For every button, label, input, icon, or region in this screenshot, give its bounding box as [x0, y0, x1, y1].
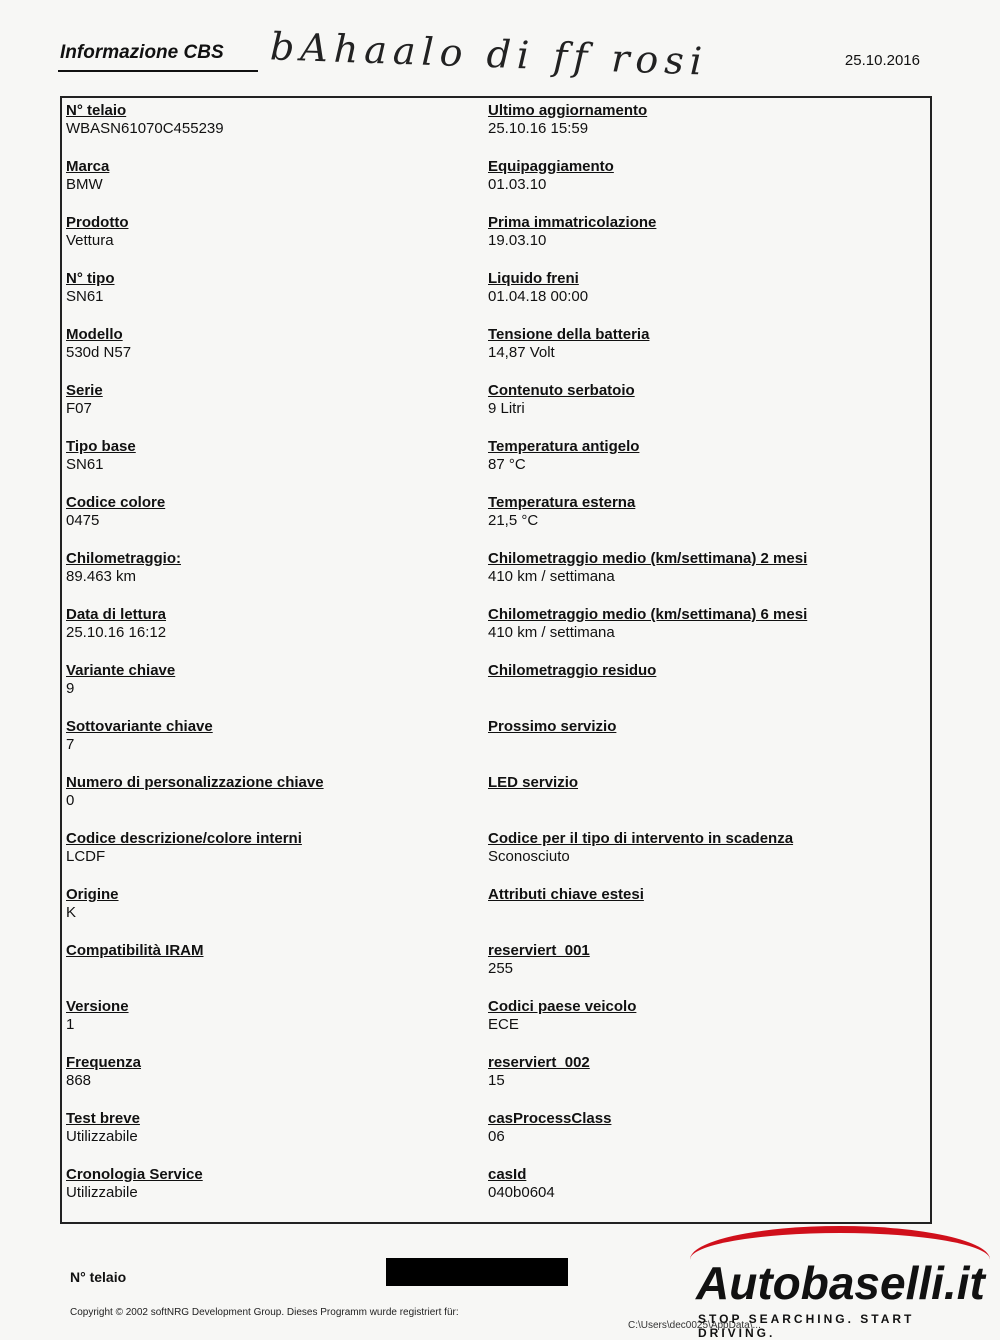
left-column: [66, 102, 486, 1222]
field-modello: [66, 326, 486, 382]
field-value: 040b0604: [488, 1184, 555, 1201]
field-value: 530d N57: [66, 344, 132, 361]
field-liquido-freni: [488, 270, 918, 326]
handwritten-note: bAhaalo di ff rosi: [269, 24, 709, 84]
field-codice-colore: [66, 494, 486, 550]
field-tipo-base: [66, 438, 486, 494]
field-reserviert-002: [488, 1054, 918, 1110]
field-label: Serie: [66, 382, 103, 399]
field-tensione-batteria: [488, 326, 918, 382]
field-value: 9: [66, 680, 75, 697]
field-chilometraggio-2-mesi: [488, 550, 918, 606]
field-value: 01.03.10: [488, 176, 547, 193]
field-prossimo-servizio: [488, 718, 918, 774]
field-ultimo-aggiornamento: [488, 102, 918, 158]
field-chilometraggio: [66, 550, 486, 606]
field-led-servizio: [488, 774, 918, 830]
field-label: Cronologia Service: [66, 1166, 203, 1183]
field-cas-id: [488, 1166, 918, 1222]
field-data-lettura: [66, 606, 486, 662]
field-codici-paese: [488, 998, 918, 1054]
field-value: Utilizzabile: [66, 1128, 138, 1145]
field-test-breve: [66, 1110, 486, 1166]
field-label: Liquido freni: [488, 270, 579, 287]
field-value: 25.10.16 16:12: [66, 624, 167, 641]
field-label: Chilometraggio medio (km/settimana) 6 mesi: [488, 606, 808, 623]
field-contenuto-serbatoio: [488, 382, 918, 438]
field-value: Sconosciuto: [488, 848, 570, 865]
field-value: 15: [488, 1072, 505, 1089]
field-value: LCDF: [66, 848, 106, 865]
footer-telaio-label: N° telaio: [70, 1269, 127, 1285]
field-label: Prossimo servizio: [488, 718, 617, 735]
field-marca: [66, 158, 486, 214]
field-tipo: [66, 270, 486, 326]
field-label: Versione: [66, 998, 129, 1015]
field-value: 255: [488, 960, 514, 977]
field-label: Chilometraggio residuo: [488, 662, 657, 679]
field-value: SN61: [66, 456, 104, 473]
logo-name: Autobaselli.it: [696, 1257, 985, 1309]
field-label: Modello: [66, 326, 123, 343]
field-chilometraggio-6-mesi: [488, 606, 918, 662]
right-column: [488, 102, 918, 1222]
field-label: casProcessClass: [488, 1110, 612, 1127]
field-label: N° telaio: [66, 102, 127, 119]
field-label: Codice descrizione/colore interni: [66, 830, 302, 847]
field-value: Vettura: [66, 232, 114, 249]
field-label: Attributi chiave estesi: [488, 886, 644, 903]
field-cas-process-class: [488, 1110, 918, 1166]
field-label: Origine: [66, 886, 119, 903]
field-label: Test breve: [66, 1110, 140, 1127]
field-value: SN61: [66, 288, 104, 305]
field-value: 25.10.16 15:59: [488, 120, 589, 137]
field-chilometraggio-residuo: [488, 662, 918, 718]
field-label: Frequenza: [66, 1054, 142, 1071]
field-label: Tensione della batteria: [488, 326, 650, 343]
field-value: 14,87 Volt: [488, 344, 555, 361]
field-label: Contenuto serbatoio: [488, 382, 635, 399]
field-origine: [66, 886, 486, 942]
field-temperatura-antigelo: [488, 438, 918, 494]
field-label: Chilometraggio:: [66, 550, 181, 567]
field-value: 89.463 km: [66, 568, 137, 585]
field-value: Utilizzabile: [66, 1184, 138, 1201]
field-label: LED servizio: [488, 774, 579, 791]
field-value: 0475: [66, 512, 100, 529]
field-label: Codice per il tipo di intervento in scadenza: [488, 830, 794, 847]
field-label: Marca: [66, 158, 110, 175]
field-label: Compatibilità IRAM: [66, 942, 204, 959]
field-label: Prima immatricolazione: [488, 214, 657, 231]
field-reserviert-001: [488, 942, 918, 998]
field-value: ECE: [488, 1016, 519, 1033]
field-value: 868: [66, 1072, 92, 1089]
field-label: Temperatura antigelo: [488, 438, 640, 455]
field-value: 1: [66, 1016, 75, 1033]
field-prima-immatricolazione: [488, 214, 918, 270]
field-serie: [66, 382, 486, 438]
field-codice-intervento: [488, 830, 918, 886]
field-value: 19.03.10: [488, 232, 547, 249]
field-label: Numero di personalizzazione chiave: [66, 774, 324, 791]
field-label: Tipo base: [66, 438, 136, 455]
field-value: BMW: [66, 176, 103, 193]
field-prodotto: [66, 214, 486, 270]
field-frequenza: [66, 1054, 486, 1110]
field-label: Temperatura esterna: [488, 494, 636, 511]
field-value: 06: [488, 1128, 505, 1145]
field-value: F07: [66, 400, 92, 417]
field-value: 7: [66, 736, 75, 753]
field-value: 410 km / settimana: [488, 568, 615, 585]
field-label: N° tipo: [66, 270, 115, 287]
page-title: Informazione CBS: [60, 42, 224, 63]
field-equipaggiamento: [488, 158, 918, 214]
field-label: Codici paese veicolo: [488, 998, 637, 1015]
field-temperatura-esterna: [488, 494, 918, 550]
field-value: 9 Litri: [488, 400, 525, 417]
field-value: K: [66, 904, 77, 921]
field-label: reserviert_002: [488, 1054, 590, 1071]
redaction-bar: [386, 1258, 568, 1286]
field-variante-chiave: [66, 662, 486, 718]
field-label: reserviert_001: [488, 942, 590, 959]
field-label: Chilometraggio medio (km/settimana) 2 mesi: [488, 550, 808, 567]
field-colore-interni: [66, 830, 486, 886]
field-label: Equipaggiamento: [488, 158, 614, 175]
field-personalizzazione-chiave: [66, 774, 486, 830]
report-date: 25.10.2016: [844, 52, 920, 69]
field-value: 0: [66, 792, 75, 809]
field-value: 01.04.18 00:00: [488, 288, 589, 305]
field-value: 410 km / settimana: [488, 624, 615, 641]
field-label: Prodotto: [66, 214, 129, 231]
field-label: Data di lettura: [66, 606, 167, 623]
copyright-text: Copyright © 2002 softNRG Development Group. Dieses Programm wurde registriert für:: [70, 1307, 459, 1318]
logo-tagline: STOP SEARCHING. START DRIVING.: [698, 1312, 915, 1340]
field-value: 87 °C: [488, 456, 526, 473]
file-path-text: C:\Users\dec0025\AppData\...: [628, 1320, 761, 1331]
field-attributi-chiave: [488, 886, 918, 942]
field-sottovariante-chiave: [66, 718, 486, 774]
field-telaio: [66, 102, 486, 158]
field-label: Sottovariante chiave: [66, 718, 213, 735]
field-compatibilita-iram: [66, 942, 486, 998]
field-value: 21,5 °C: [488, 512, 539, 529]
field-label: Variante chiave: [66, 662, 176, 679]
field-label: Codice colore: [66, 494, 166, 511]
field-label: casId: [488, 1166, 527, 1183]
field-cronologia-service: [66, 1166, 486, 1222]
field-value: WBASN61070C455239: [66, 120, 224, 137]
title-underline: [58, 70, 258, 72]
field-versione: [66, 998, 486, 1054]
field-label: Ultimo aggiornamento: [488, 102, 648, 119]
